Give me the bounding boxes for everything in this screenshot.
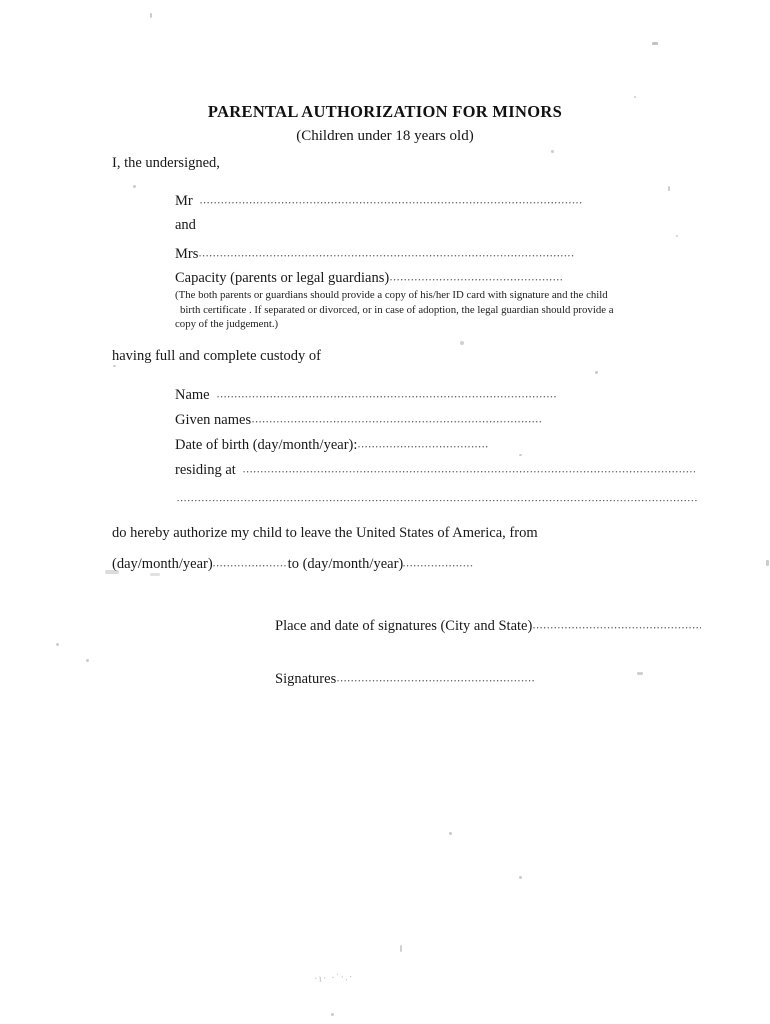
scan-speck [331, 1013, 334, 1016]
scan-speck [113, 365, 116, 367]
field-place-date-leader[interactable] [533, 615, 701, 630]
guardian-note [175, 288, 675, 332]
field-travel-from-label: (day/month/year) [112, 555, 213, 572]
field-mrs-leader[interactable] [199, 243, 574, 258]
field-mr [175, 190, 582, 210]
field-travel-dates [112, 553, 473, 573]
guardian-note-line-3: copy of the judgement.) [175, 318, 279, 331]
authorization-text: do hereby authorize my child to leave the United States of America, from [112, 525, 538, 541]
field-child-name-leader[interactable] [217, 384, 557, 399]
scan-speck [595, 371, 598, 374]
field-mr-label: Mr [175, 192, 193, 209]
scan-speck [634, 96, 636, 98]
scan-speck [86, 659, 89, 662]
field-capacity-leader[interactable] [390, 267, 562, 282]
field-mr-leader[interactable] [200, 190, 582, 205]
field-signatures-label: Signatures [275, 670, 337, 687]
scan-speck [150, 573, 160, 576]
field-capacity [175, 267, 562, 287]
scan-speck [105, 570, 119, 574]
page-subtitle: (Children under 18 years old) [296, 128, 474, 144]
field-travel-to-leader[interactable] [403, 553, 473, 568]
field-capacity-label: Capacity (parents or legal guardians) [175, 269, 390, 286]
field-child-given-names-leader[interactable] [252, 409, 543, 424]
scan-speck [676, 235, 678, 237]
field-place-date [275, 615, 701, 635]
scan-speck [637, 672, 643, 675]
field-child-residing-leader-line-2[interactable] [177, 487, 697, 503]
field-child-given-names [175, 409, 543, 429]
page-title: PARENTAL AUTHORIZATION FOR MINORS [207, 102, 563, 121]
scan-speck [519, 454, 522, 456]
field-child-dob-label: Date of birth (day/month/year): [175, 436, 358, 453]
field-signatures-leader[interactable] [337, 668, 534, 683]
field-child-residing [175, 459, 695, 479]
intro-text: I, the undersigned, [112, 155, 220, 171]
field-mrs-label: Mrs [175, 245, 199, 262]
field-and-label: and [175, 217, 196, 233]
field-child-dob [175, 434, 488, 454]
field-mrs [175, 243, 574, 263]
field-child-dob-leader[interactable] [358, 434, 488, 449]
field-place-date-label: Place and date of signatures (City and State) [275, 617, 533, 634]
scan-speck [668, 186, 670, 191]
field-child-name-label: Name [175, 386, 210, 403]
scan-speck [150, 13, 152, 18]
field-child-name [175, 384, 557, 404]
scan-speck [460, 341, 464, 345]
scan-speck [400, 945, 402, 952]
field-travel-from-leader[interactable] [213, 553, 288, 568]
scan-speck [519, 876, 522, 879]
guardian-note-line-2: birth certificate . If separated or divorced, or in case of adoption, the legal guardian should provide a [180, 303, 614, 316]
field-child-given-names-label: Given names [175, 411, 252, 428]
scan-speck [133, 185, 136, 188]
guardian-note-line-1: (The both parents or guardians should provide a copy of his/her ID card with signature and the child [175, 289, 608, 301]
field-child-residing-leader[interactable] [243, 459, 695, 474]
scan-speck [56, 643, 59, 646]
custody-intro-text: having full and complete custody of [112, 348, 321, 364]
field-travel-to-label: to (day/month/year) [287, 555, 404, 572]
scan-speck [551, 150, 554, 153]
title-block [0, 102, 770, 145]
field-child-residing-label: residing at [175, 461, 236, 478]
field-signatures [275, 668, 534, 688]
scan-speck [652, 42, 658, 45]
field-and [175, 217, 196, 234]
scan-speck [766, 560, 769, 566]
bottom-scan-artifact: ·ı· ·˙·.· [313, 970, 354, 986]
scan-speck [449, 832, 452, 835]
